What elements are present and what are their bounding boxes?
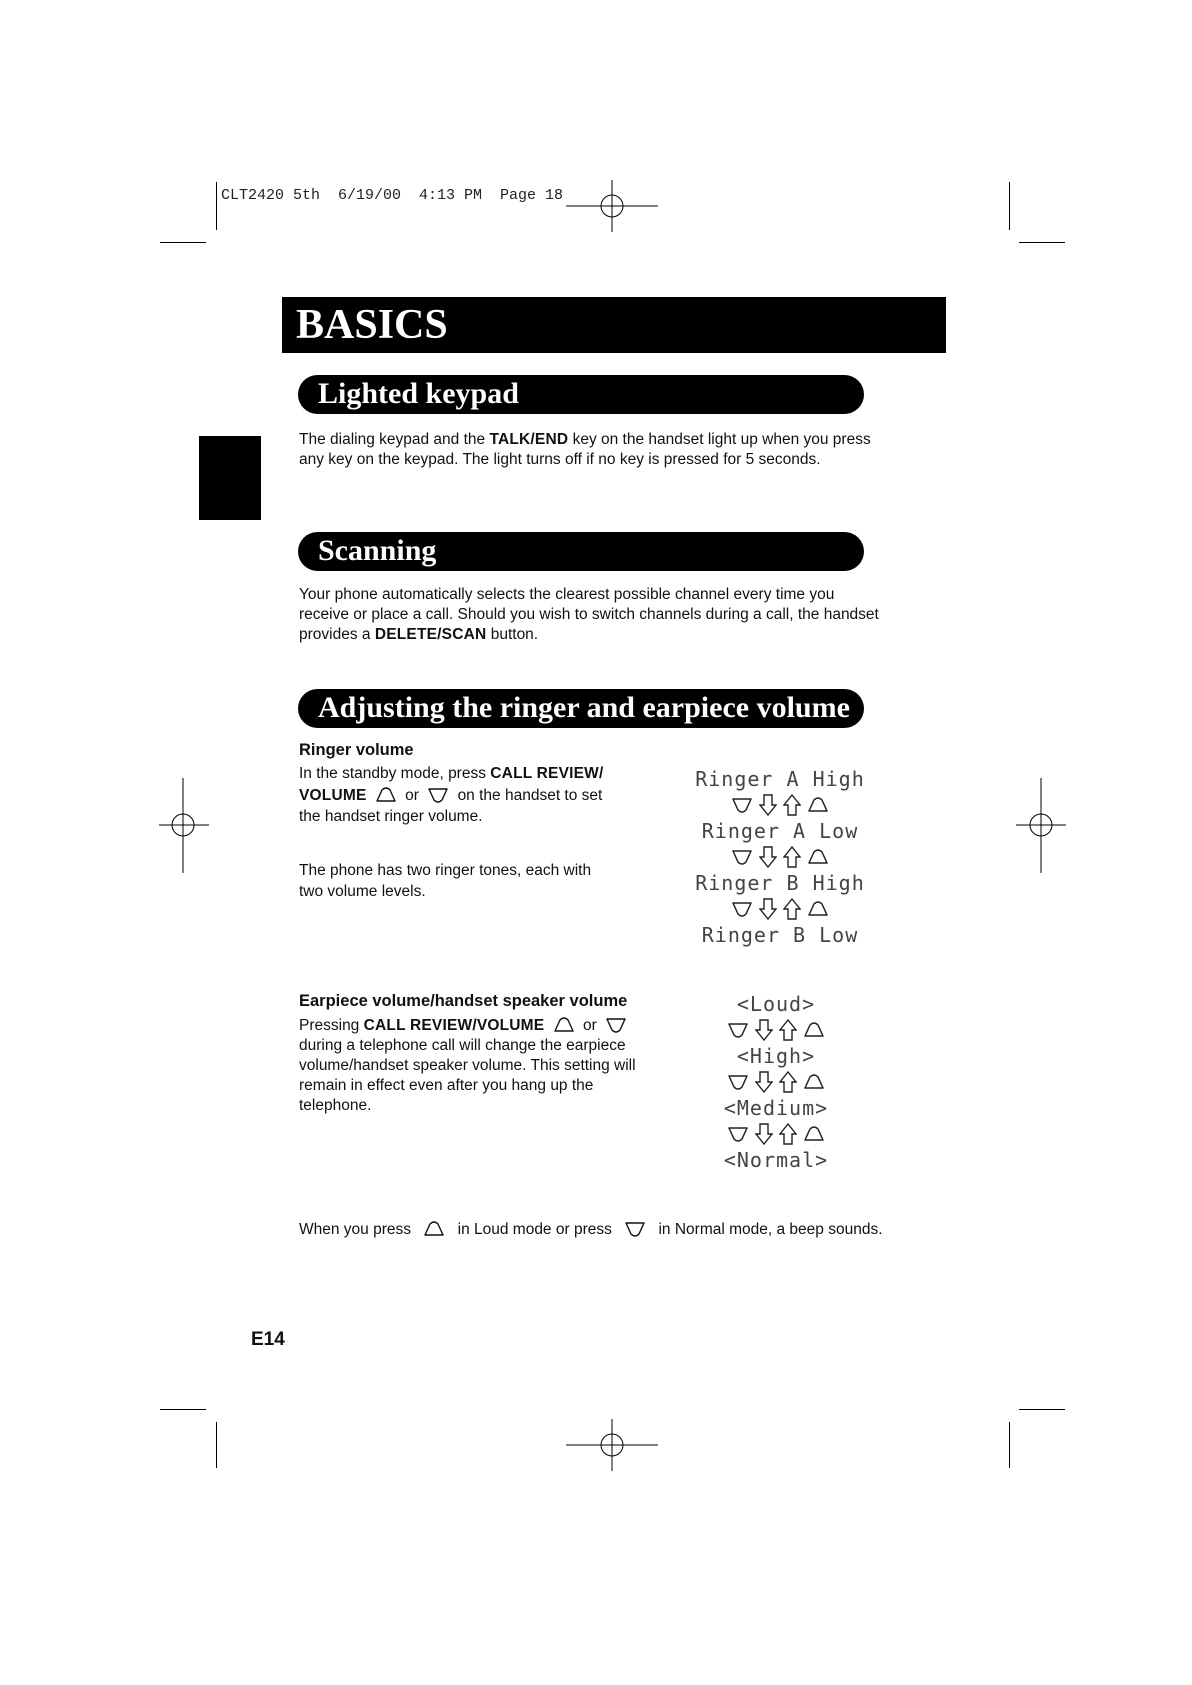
lighted-keypad-text bbox=[299, 430, 919, 470]
ringer-volume-text bbox=[299, 763, 639, 903]
display-line: <Loud> bbox=[736, 992, 816, 1016]
volume-up-icon bbox=[803, 1074, 825, 1090]
scanning-text bbox=[299, 585, 939, 645]
arrow-down-icon bbox=[759, 846, 777, 868]
volume-down-icon bbox=[427, 787, 449, 803]
display-line: Ringer A Low bbox=[701, 819, 859, 843]
volume-up-icon bbox=[803, 1022, 825, 1038]
text-span: Pressing bbox=[299, 1017, 364, 1034]
volume-down-icon bbox=[624, 1221, 646, 1237]
arrow-up-icon bbox=[783, 846, 801, 868]
section-heading-volume bbox=[298, 689, 864, 728]
text-span: in Normal mode, a beep sounds. bbox=[658, 1221, 883, 1238]
text-span: When you press bbox=[299, 1221, 411, 1238]
volume-up-icon bbox=[807, 849, 829, 865]
crop-mark bbox=[1019, 242, 1065, 243]
text-span: in Loud mode or press bbox=[457, 1221, 612, 1238]
text-span: button. bbox=[486, 626, 539, 643]
arrow-down-icon bbox=[759, 898, 777, 920]
display-line: Ringer B Low bbox=[701, 923, 859, 947]
registration-mark-icon bbox=[566, 1419, 658, 1471]
arrow-up-icon bbox=[779, 1019, 797, 1041]
text-line bbox=[299, 625, 939, 645]
crop-mark bbox=[160, 242, 206, 243]
volume-down-icon bbox=[727, 1126, 749, 1142]
display-line: Ringer A High bbox=[695, 767, 865, 791]
arrow-up-icon bbox=[783, 898, 801, 920]
key-label: TALK/END bbox=[489, 431, 569, 448]
earpiece-display bbox=[686, 990, 866, 1174]
display-line: <High> bbox=[736, 1044, 816, 1068]
key-label: CALL REVIEW/VOLUME bbox=[363, 1017, 545, 1034]
text-line: the handset ringer volume. bbox=[299, 808, 483, 825]
text-line bbox=[299, 763, 639, 785]
registration-mark-icon bbox=[566, 180, 658, 232]
section-heading-lighted-keypad bbox=[298, 375, 864, 414]
text-line bbox=[299, 785, 639, 807]
volume-down-icon bbox=[731, 797, 753, 813]
text-span: provides a bbox=[299, 626, 375, 643]
arrow-up-icon bbox=[779, 1071, 797, 1093]
arrow-down-icon bbox=[759, 794, 777, 816]
volume-up-icon bbox=[803, 1126, 825, 1142]
crop-mark bbox=[1009, 1422, 1010, 1468]
earpiece-volume-text bbox=[299, 1016, 659, 1116]
arrow-down-icon bbox=[755, 1019, 773, 1041]
text-span: In the standby mode, press bbox=[299, 765, 491, 782]
page-number: E14 bbox=[251, 1329, 285, 1350]
text-span: key on the handset light up when you press bbox=[568, 431, 871, 448]
text-line: two volume levels. bbox=[299, 883, 426, 900]
volume-down-icon bbox=[727, 1022, 749, 1038]
text-line: Your phone automatically selects the clearest possible channel every time you bbox=[299, 586, 835, 603]
crop-mark bbox=[1019, 1409, 1065, 1410]
earpiece-volume-heading: Earpiece volume/handset speaker volume bbox=[299, 992, 628, 1010]
arrow-row bbox=[690, 845, 870, 869]
text-line bbox=[299, 430, 919, 450]
arrow-down-icon bbox=[755, 1071, 773, 1093]
text-line: remain in effect even after you hang up the bbox=[299, 1077, 594, 1094]
volume-up-icon bbox=[807, 901, 829, 917]
display-line: <Normal> bbox=[723, 1148, 829, 1172]
text-line: The phone has two ringer tones, each with bbox=[299, 861, 592, 879]
text-line: any key on the keypad. The light turns off if no key is pressed for 5 seconds. bbox=[299, 451, 821, 468]
print-slug: CLT2420 5th 6/19/00 4:13 PM Page 18 bbox=[221, 187, 564, 204]
text-span: or bbox=[405, 786, 419, 804]
arrow-up-icon bbox=[779, 1123, 797, 1145]
text-line: volume/handset speaker volume. This setting will bbox=[299, 1057, 636, 1074]
key-label: DELETE/SCAN bbox=[374, 626, 487, 643]
text-line: receive or place a call. Should you wish to switch channels during a call, the handset bbox=[299, 606, 879, 623]
volume-up-icon bbox=[807, 797, 829, 813]
volume-up-icon bbox=[423, 1221, 445, 1237]
text-span: on the handset to set bbox=[457, 786, 603, 804]
arrow-row bbox=[690, 793, 870, 817]
arrow-row bbox=[686, 1018, 866, 1042]
section-title: Adjusting the ringer and earpiece volume bbox=[318, 691, 850, 724]
text-line: during a telephone call will change the earpiece bbox=[299, 1037, 626, 1054]
volume-up-icon bbox=[375, 787, 397, 803]
volume-down-icon bbox=[605, 1017, 627, 1033]
arrow-row bbox=[690, 897, 870, 921]
display-line: <Medium> bbox=[723, 1096, 829, 1120]
text-span: The dialing keypad and the bbox=[299, 431, 490, 448]
crop-mark bbox=[1009, 182, 1010, 230]
registration-mark-icon bbox=[159, 778, 209, 873]
section-heading-scanning bbox=[298, 532, 864, 571]
crop-mark bbox=[216, 1422, 217, 1468]
chapter-tab bbox=[199, 436, 261, 520]
volume-down-icon bbox=[731, 901, 753, 917]
volume-up-icon bbox=[553, 1017, 575, 1033]
key-label: VOLUME bbox=[299, 786, 367, 804]
section-title: Lighted keypad bbox=[318, 377, 519, 410]
arrow-row bbox=[686, 1070, 866, 1094]
crop-mark bbox=[160, 1409, 206, 1410]
beep-note bbox=[299, 1220, 939, 1240]
registration-mark-icon bbox=[1016, 778, 1066, 873]
ringer-display bbox=[690, 765, 870, 949]
chapter-title: BASICS bbox=[296, 302, 448, 348]
chapter-banner bbox=[282, 297, 946, 353]
volume-down-icon bbox=[727, 1074, 749, 1090]
arrow-row bbox=[686, 1122, 866, 1146]
volume-down-icon bbox=[731, 849, 753, 865]
key-label: CALL REVIEW/ bbox=[490, 765, 604, 782]
text-span: or bbox=[582, 1017, 597, 1034]
arrow-down-icon bbox=[755, 1123, 773, 1145]
arrow-up-icon bbox=[783, 794, 801, 816]
text-line bbox=[299, 1016, 659, 1036]
display-line: Ringer B High bbox=[695, 871, 865, 895]
text-line: telephone. bbox=[299, 1097, 372, 1114]
crop-mark bbox=[216, 182, 217, 230]
section-title: Scanning bbox=[318, 534, 437, 567]
ringer-volume-heading: Ringer volume bbox=[299, 741, 414, 759]
